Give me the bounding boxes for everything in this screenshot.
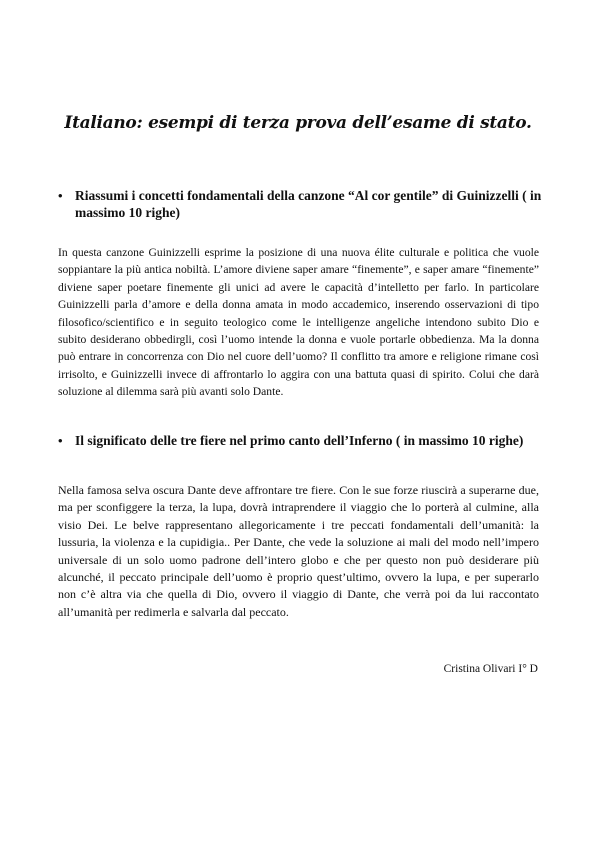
- bullet-1: •: [58, 188, 63, 203]
- question-1-text: Riassumi i concetti fondamentali della canzone “Al cor gentile” di Guinizzelli ( in massimo 10 righe): [75, 188, 542, 220]
- question-2: [58, 432, 548, 449]
- bullet-2: •: [58, 433, 63, 448]
- document-title: Italiano: esempi di terza prova dell’esame di stato.: [64, 113, 532, 133]
- answer-1: In questa canzone Guinizzelli esprime la posizione di una nuova élite culturale e politica che vuole soppiantare la più antica nobiltà. L’amore diviene saper amare “finemente”, e saper amare “finemente” diviene saper poetare finemente gli unici ad avere le capacità d’intelletto per farlo. In particolare Guinizzelli parla d’amore e della donna amata in modo accademico, inserendo osservazioni di tipo filosofico/scientifico e in seguito teologico come le intelligenze angeliche intendono subito Dio e subito desiderano obbedirgli, così l’uomo intende la donna e vuole portarle obbedienza. Ma la donna può entrare in concorrenza con Dio nel cuore dell’uomo? Il conflitto tra amore e religione rimane così irrisolto, e Guinizzelli invece di affrontarlo lo aggira con una battuta quasi di spirito. Colui che darà soluzione al dilemma sarà più avanti solo Dante.: [58, 246, 539, 399]
- question-1: [58, 187, 548, 221]
- author-signature: Cristina Olivari I° D: [443, 663, 538, 675]
- answer-2: Nella famosa selva oscura Dante deve affrontare tre fiere. Con le sue forze riuscirà a superarne due, ma per sconfiggere la terza, la lupa, dovrà intraprendere il viaggio che lo porterà al culmine, alla visio Dei. Le belve rappresentano allegoricamente i tre peccati fondamentali dell’umanità: la lussuria, la violenza e la cupidigia.. Per Dante, che vede la soluzione ai mali del modo nell’impero universale di un solo uomo padrone dell’intero globo e che per questo non può desiderare più alcunché, il peccato principale dell’uomo è proprio quest’ultimo, ovvero la lupa, e per superarlo non c’è altra via che quella di Dio, ovvero il viaggio di Dante, che verrà poi da lui raccontato all’umanità per redimerla e salvarla dal peccato.: [58, 483, 539, 619]
- question-2-text: Il significato delle tre fiere nel primo canto dell’Inferno ( in massimo 10 righe): [75, 433, 524, 448]
